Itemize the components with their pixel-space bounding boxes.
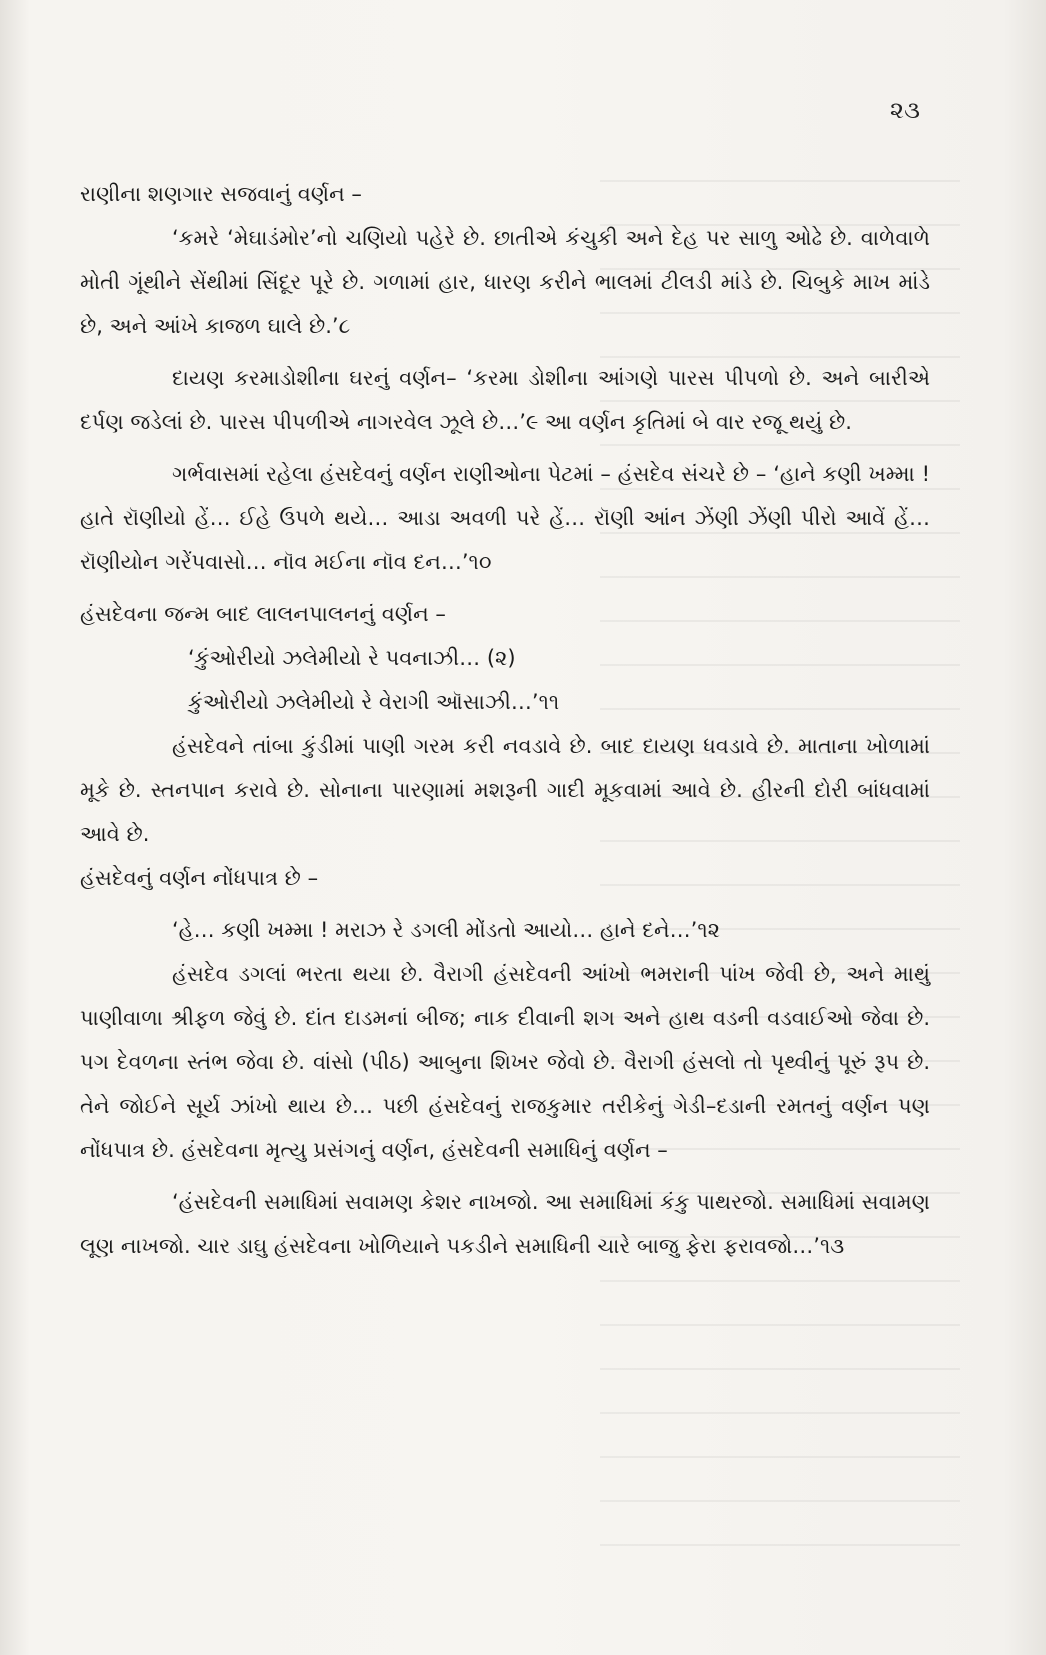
paragraph: હંસદેવને તાંબા કુંડીમાં પાણી ગરમ કરી નવડાવે છે. બાદ દાયણ ધવડાવે છે. માતાના ખોળામાં મૂકે છે. સ્તનપાન કરાવે છે. સોનાના પારણામાં મશરૂની ગાદી મૂકવામાં આવે છે. હીરની દોરી બાંધવામાં આવે છે. xyxy=(80,734,930,846)
quote: ‘હે… કણી ખમ્મા ! મરાઝ રે ડગલી મોંડતો આયો… હાને દને…’૧૨ xyxy=(172,918,720,942)
paragraph: ‘હંસદેવની સમાધિમાં સવામણ કેશર નાખજો. આ સમાધિમાં કંકુ પાથરજો. સમાધિમાં સવામણ લૂણ નાખજો. ચાર ડાઘુ હંસદેવના ખોળિયાને પકડીને સમાધિની ચારે બાજુ ફેરા ફરાવજો…’૧૩ xyxy=(80,1190,930,1258)
section-heading: હંસદેવના જન્મ બાદ લાલનપાલનનું વર્ણન – xyxy=(80,602,446,626)
paragraph: દાયણ કરમાડોશીના ઘરનું વર્ણન– ‘કરમા ડોશીના આંગણે પારસ પીપળો છે. અને બારીએ દર્પણ જડેલાં છે. પારસ પીપળીએ નાગરવેલ ઝૂલે છે…’૯ આ વર્ણન કૃતિમાં બે વાર રજૂ થયું છે. xyxy=(80,366,930,434)
page-number: ૨૩ xyxy=(889,96,920,124)
song-line: કુંઓરીયો ઝલેમીયો રે વેરાગી ઑસાઝી…’૧૧ xyxy=(188,690,560,714)
song-line: ‘કુંઓરીયો ઝલેમીયો રે પવનાઝી… (૨) xyxy=(188,646,516,670)
section-heading: હંસદેવનું વર્ણન નોંધપાત્ર છે – xyxy=(80,866,319,890)
paragraph: હંસદેવ ડગલાં ભરતા થયા છે. વૈરાગી હંસદેવની આંખો ભમરાની પાંખ જેવી છે, અને માથું પાણીવાળા શ્રીફળ જેવું છે. દાંત દાડમનાં બીજ; નાક દીવાની શગ અને હાથ વડની વડવાઈઓ જેવા છે. પગ દેવળના સ્તંભ જેવા છે. વાંસો (પીઠ) આબુના શિખર જેવો છે. વૈરાગી હંસલો તો પૃથ્વીનું પૂરું રૂપ છે. તેને જોઈને સૂર્ય ઝાંખો થાય છે… પછી હંસદેવનું રાજકુમાર તરીકેનું ગેડી–દડાની રમતનું વર્ણન પણ નોંધપાત્ર છે. હંસદેવના મૃત્યુ પ્રસંગનું વર્ણન, હંસદેવની સમાધિનું વર્ણન – xyxy=(80,962,930,1162)
paragraph: ગર્ભવાસમાં રહેલા હંસદેવનું વર્ણન રાણીઓના પેટમાં – હંસદેવ સંચરે છે – ‘હાને કણી ખમ્મા ! હાતે રૉણીયો હેં… ઈહે ઉપળે થયે… આડા અવળી પરે હેં… રૉણી આંન ઝેંણી ઝેંણી પીરો આવેં હેં… રૉણીયોન ગરેંપવાસો… નૉવ મઈના નૉવ દન…’૧૦ xyxy=(80,462,930,574)
paragraph: ‘કમરે ‘મેઘાડંમોર’નો ચણિયો પહેરે છે. છાતીએ કંચુકી અને દેહ પર સાળુ ઓઢે છે. વાળેવાળે મોતી ગૂંથીને સેંથીમાં સિંદૂર પૂરે છે. ગળામાં હાર, ધારણ કરીને ભાલમાં ટીલડી માંડે છે. ચિબુકે માખ માંડે છે, અને આંખે કાજળ ઘાલે છે.’૮ xyxy=(80,226,930,338)
song-verse xyxy=(80,636,930,724)
section-heading: રાણીના શણગાર સજવાનું વર્ણન – xyxy=(80,182,362,206)
body-text xyxy=(80,172,930,1268)
